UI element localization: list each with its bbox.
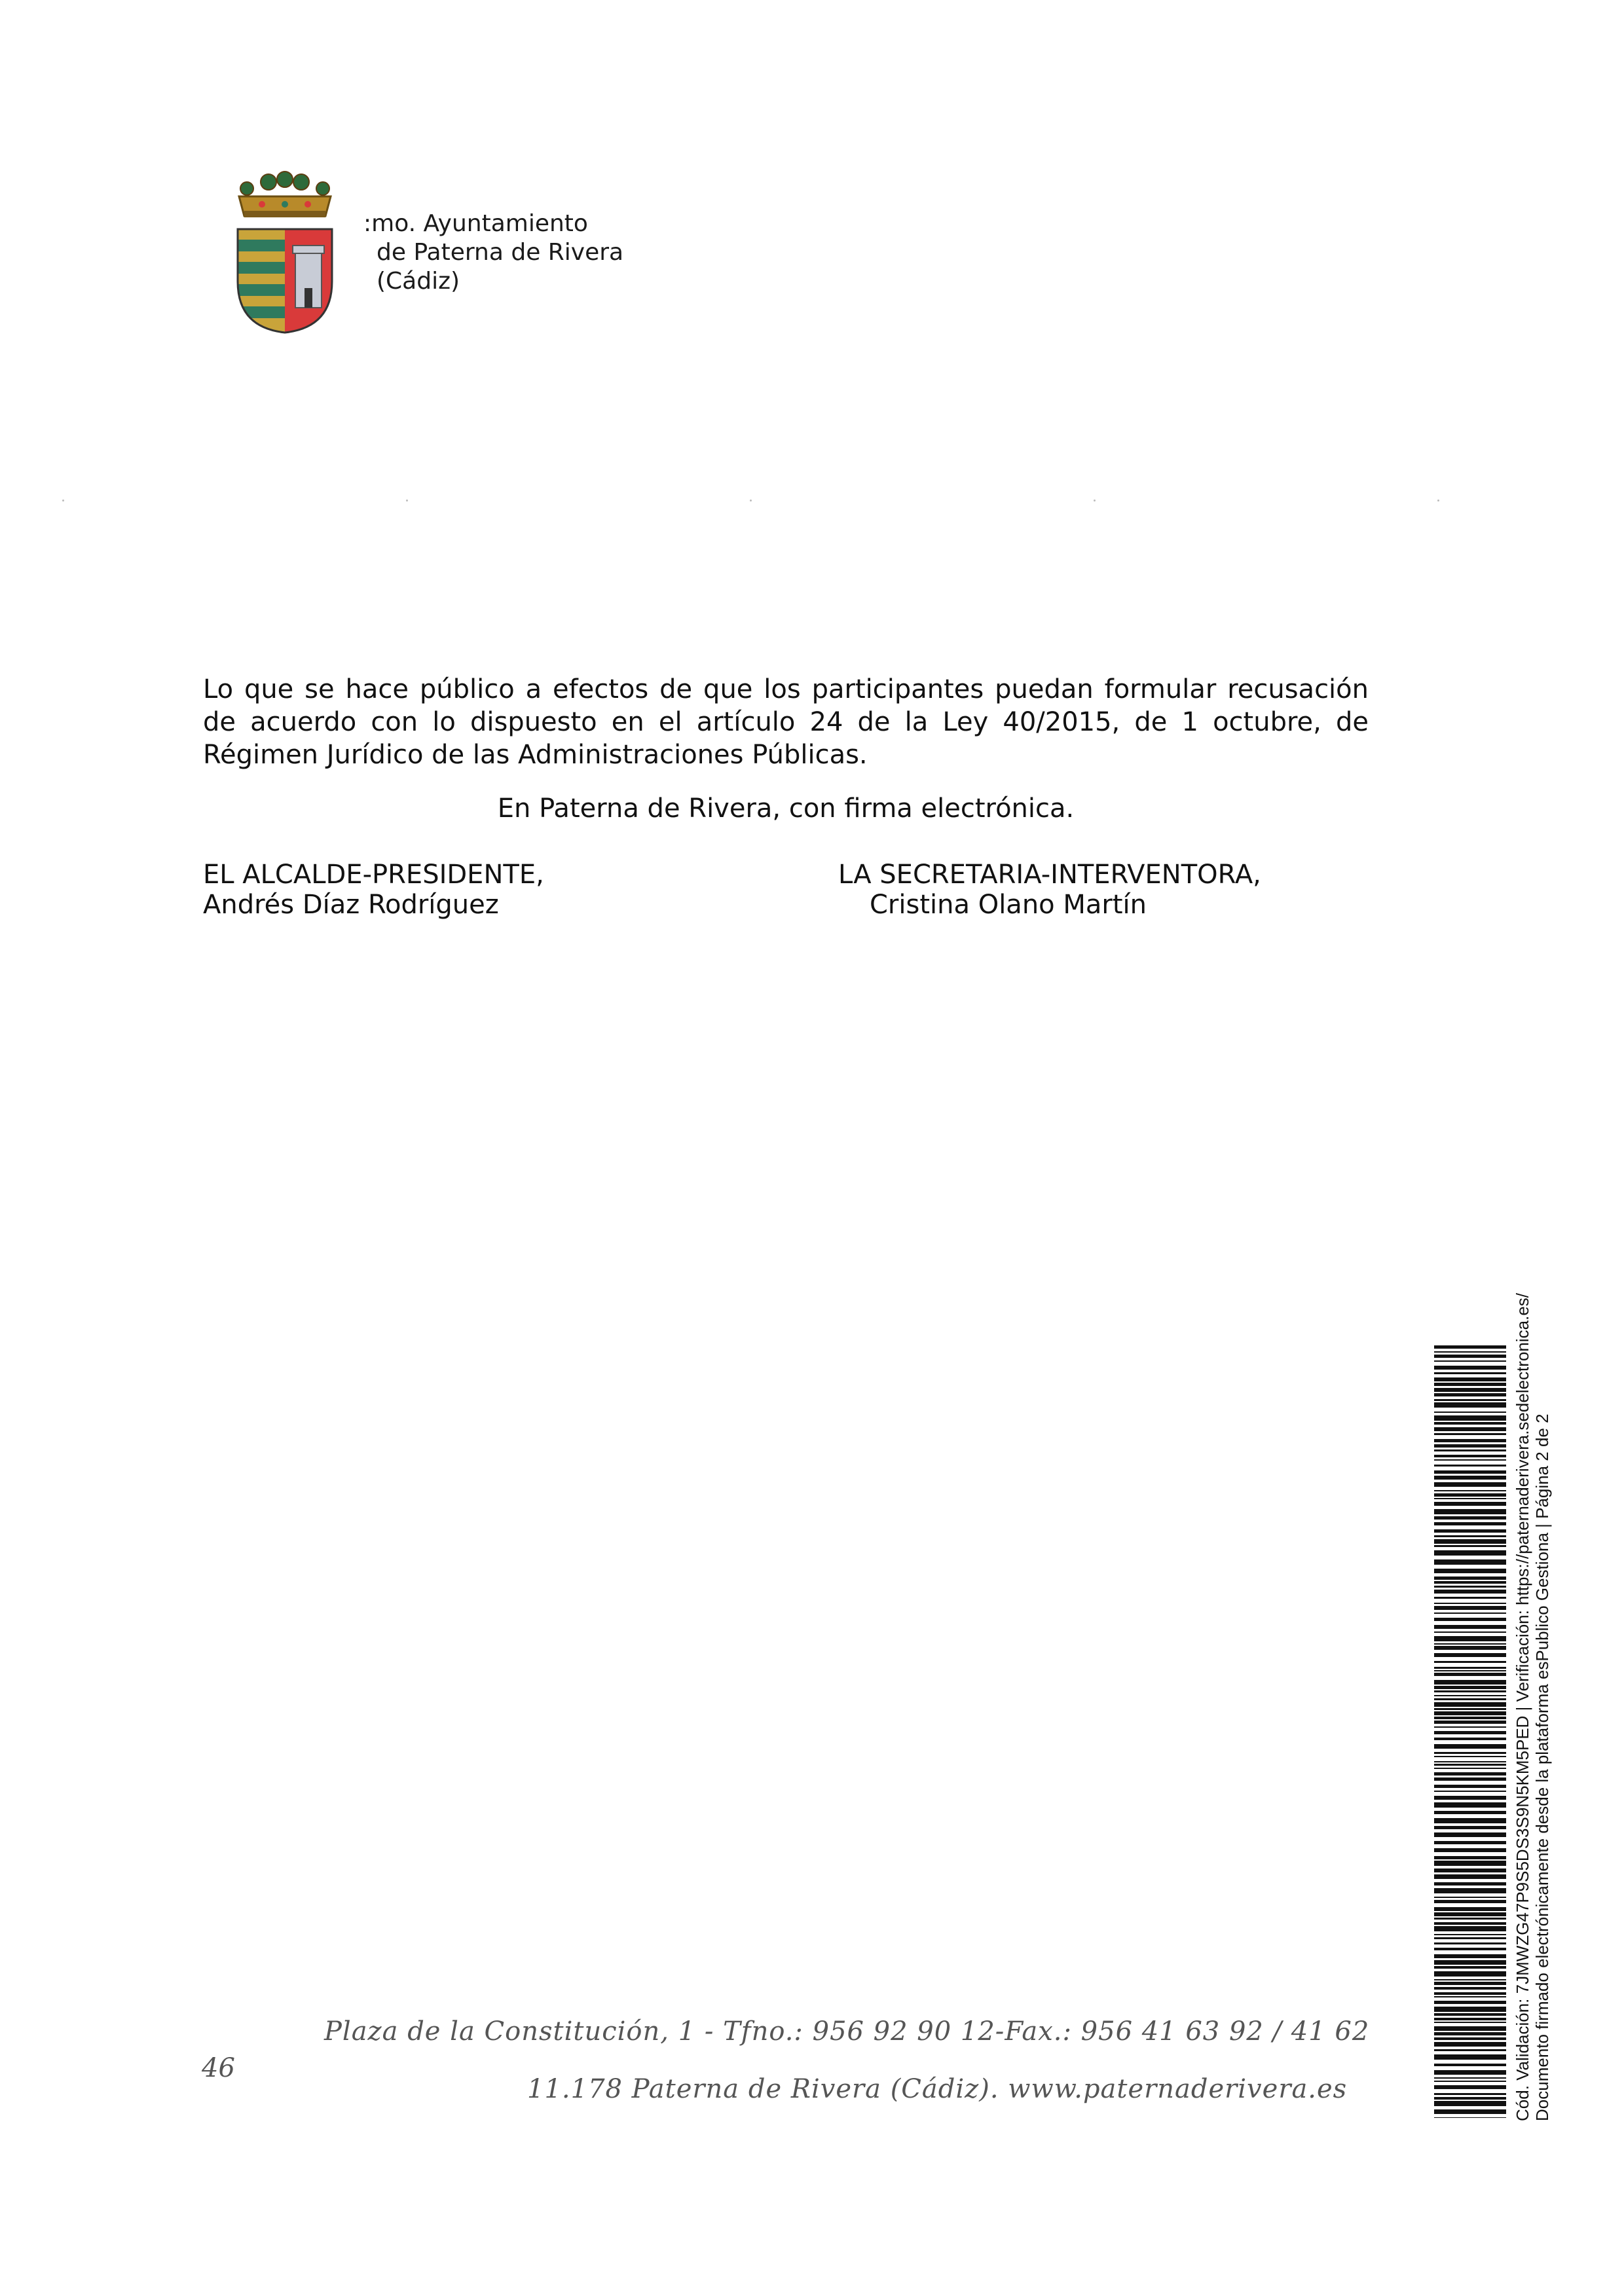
barcode-bar	[1434, 1861, 1506, 1866]
barcode-bar	[1434, 1848, 1506, 1852]
barcode-bar	[1434, 1559, 1506, 1565]
barcode-bar	[1434, 1979, 1506, 1980]
barcode-bar	[1434, 2070, 1506, 2075]
barcode-bar	[1434, 1653, 1506, 1657]
barcode-bar	[1434, 1717, 1506, 1719]
barcode-bar	[1434, 1444, 1506, 1448]
barcode-bar	[1434, 1545, 1506, 1547]
barcode-bar	[1434, 1459, 1506, 1461]
barcode-bar	[1434, 1785, 1506, 1788]
barcode-bar	[1434, 1802, 1506, 1808]
barcode-bar	[1434, 1900, 1506, 1903]
barcode-bar	[1434, 2109, 1506, 2114]
barcode-bar	[1434, 1996, 1506, 1997]
barcode-bar	[1434, 1539, 1506, 1544]
barcode-bar	[1434, 1721, 1506, 1724]
barcode-bar	[1434, 1631, 1506, 1633]
barcode-icon	[1434, 1345, 1506, 2118]
barcode-bar	[1434, 1482, 1506, 1487]
barcode-bar	[1434, 1465, 1506, 1467]
barcode-bar	[1434, 1399, 1506, 1401]
barcode-bar	[1434, 1412, 1506, 1413]
barcode-bar	[1434, 2032, 1506, 2035]
scan-dot	[1094, 500, 1096, 501]
barcode-bar	[1434, 1874, 1506, 1879]
barcode-bar	[1434, 2026, 1506, 2031]
barcode-bar	[1434, 1695, 1506, 1696]
barcode-bar	[1434, 1383, 1506, 1386]
barcode-bar	[1434, 1768, 1506, 1769]
barcode-bar	[1434, 1449, 1506, 1451]
body-paragraph: Lo que se hace público a efectos de que los participantes puedan formular recusación de acuerdo con lo dispuesto en el artículo 24 de la Ley 40/2015, de 1 octubre, de Régimen Jurídico de las Administraciones Públicas.	[203, 674, 1369, 770]
barcode-bar	[1434, 1636, 1506, 1641]
barcode-bar	[1434, 1826, 1506, 1829]
barcode-bar	[1434, 1868, 1506, 1872]
barcode-bar	[1434, 1791, 1506, 1792]
barcode-bar	[1434, 1476, 1506, 1480]
barcode-bar	[1434, 1954, 1506, 1958]
barcode-bar	[1434, 1772, 1506, 1776]
barcode-bar	[1434, 1522, 1506, 1525]
barcode-bar	[1434, 2013, 1506, 2016]
barcode-bar	[1434, 1731, 1506, 1734]
barcode-bar	[1434, 1777, 1506, 1781]
signature-right-role: LA SECRETARIA-INTERVENTORA,	[838, 860, 1261, 890]
barcode-bar	[1434, 1708, 1506, 1710]
barcode-bar	[1434, 1470, 1506, 1474]
barcode-bar	[1434, 1402, 1506, 1408]
scan-dot	[750, 500, 752, 501]
barcode-bar	[1434, 2064, 1506, 2066]
barcode-bar	[1434, 1756, 1506, 1757]
barcode-bar	[1434, 2054, 1506, 2060]
barcode-bar	[1434, 1569, 1506, 1573]
barcode-bar	[1434, 1937, 1506, 1939]
barcode-bar	[1434, 1832, 1506, 1837]
barcode-bar	[1434, 1581, 1506, 1584]
barcode-bar	[1434, 1355, 1506, 1358]
verification-line-1: Cód. Validación: 7JMWZG47P9S5DS3S9N5KM5PED | Verificación: https://paternaderivera.sedelectronica.es/	[1513, 1293, 1532, 2121]
barcode-bar	[1434, 1888, 1506, 1893]
signature-right-name: Cristina Olano Martín	[870, 890, 1147, 920]
barcode-bar	[1434, 1673, 1506, 1676]
barcode-bar	[1434, 2117, 1506, 2118]
barcode-bar	[1434, 1625, 1506, 1629]
barcode-bar	[1434, 1934, 1506, 1935]
barcode-bar	[1434, 1603, 1506, 1604]
barcode-bar	[1434, 1433, 1506, 1435]
barcode-bar	[1434, 1764, 1506, 1766]
footer-address-line-1: Plaza de la Constitución, 1 - Tfno.: 956 92 90 12-Fax.: 956 41 63 92 / 41 62	[324, 2016, 1370, 2047]
barcode-bar	[1434, 2097, 1506, 2100]
barcode-bar	[1434, 2081, 1506, 2082]
barcode-bar	[1434, 1738, 1506, 1740]
verification-line-2: Documento firmado electrónicamente desde la plataforma esPublico Gestiona | Página 2 de 2	[1532, 1413, 1552, 2121]
barcode-bar	[1434, 1761, 1506, 1762]
barcode-bar	[1434, 1948, 1506, 1950]
barcode-bar	[1434, 2042, 1506, 2047]
header-line-3: (Cádiz)	[377, 268, 460, 295]
barcode-bar	[1434, 2037, 1506, 2040]
barcode-bar	[1434, 1455, 1506, 1457]
barcode-bar	[1434, 1493, 1506, 1497]
barcode-bar	[1434, 1550, 1506, 1556]
barcode-bar	[1434, 1841, 1506, 1844]
barcode-bar	[1434, 1586, 1506, 1588]
barcode-bar	[1434, 1796, 1506, 1800]
barcode-bar	[1434, 1922, 1506, 1925]
barcode-bar	[1434, 1918, 1506, 1920]
page-number: 46	[202, 2053, 235, 2083]
barcode-bar	[1434, 1818, 1506, 1823]
barcode-bar	[1434, 2049, 1506, 2051]
barcode-bar	[1434, 1992, 1506, 1995]
barcode-bar	[1434, 1422, 1506, 1425]
barcode-bar	[1434, 1926, 1506, 1931]
barcode-bar	[1434, 1811, 1506, 1814]
scan-dot	[1437, 500, 1439, 501]
signature-left-name: Andrés Díaz Rodríguez	[203, 890, 499, 920]
barcode-bar	[1434, 1590, 1506, 1594]
barcode-bar	[1434, 1415, 1506, 1421]
barcode-bar	[1434, 1960, 1506, 1965]
barcode-bar	[1434, 1897, 1506, 1898]
barcode-bar	[1434, 2018, 1506, 2020]
barcode-bar	[1434, 1667, 1506, 1669]
barcode-bar	[1434, 1744, 1506, 1749]
barcode-bar	[1434, 1345, 1506, 1349]
barcode-bar	[1434, 2101, 1506, 2106]
barcode-bar	[1434, 1982, 1506, 1985]
barcode-bar	[1434, 1498, 1506, 1499]
barcode-bar	[1434, 1597, 1506, 1599]
barcode-bar	[1434, 1882, 1506, 1886]
coat-of-arms-icon	[232, 170, 337, 334]
barcode-bar	[1434, 1613, 1506, 1614]
barcode-bar	[1434, 1698, 1506, 1700]
barcode-bar	[1434, 1856, 1506, 1859]
barcode-bar	[1434, 1372, 1506, 1374]
crown-icon	[239, 172, 331, 217]
barcode-bar	[1434, 1680, 1506, 1685]
barcode-bar	[1434, 1393, 1506, 1396]
barcode-bar	[1434, 1377, 1506, 1381]
barcode-bar	[1434, 1907, 1506, 1911]
barcode-bar	[1434, 1502, 1506, 1506]
barcode-bar	[1434, 2007, 1506, 2012]
barcode-bar	[1434, 1606, 1506, 1610]
signature-left-role: EL ALCALDE-PRESIDENTE,	[203, 860, 544, 890]
barcode-bar	[1434, 1987, 1506, 1990]
barcode-bar	[1434, 1661, 1506, 1663]
scan-dot	[62, 500, 64, 501]
barcode-bar	[1434, 1752, 1506, 1754]
barcode-bar	[1434, 1490, 1506, 1491]
barcode-bar	[1434, 1670, 1506, 1671]
footer-address-line-2: 11.178 Paterna de Rivera (Cádiz). www.paternaderivera.es	[527, 2074, 1348, 2104]
barcode-bar	[1434, 1509, 1506, 1514]
barcode-bar	[1434, 1711, 1506, 1715]
barcode-bar	[1434, 1576, 1506, 1580]
barcode-bar	[1434, 1686, 1506, 1689]
barcode-bar	[1434, 1942, 1506, 1944]
header-line-2: de Paterna de Rivera	[377, 239, 624, 266]
barcode-bar	[1434, 1427, 1506, 1431]
verification-block	[1513, 1293, 1572, 2121]
barcode-bar	[1434, 1646, 1506, 1650]
barcode-bar	[1434, 1360, 1506, 1362]
barcode-bar	[1434, 1966, 1506, 1969]
barcode-bar	[1434, 1351, 1506, 1353]
barcode-bar	[1434, 2077, 1506, 2079]
barcode-bar	[1434, 2085, 1506, 2089]
scan-dot	[406, 500, 408, 501]
barcode-bar	[1434, 1516, 1506, 1520]
barcode-bar	[1434, 2001, 1506, 2004]
header-line-1: :mo. Ayuntamiento	[363, 210, 588, 237]
place-and-date: En Paterna de Rivera, con firma electrónica.	[497, 793, 1075, 824]
barcode-bar	[1434, 1702, 1506, 1707]
barcode-bar	[1434, 2093, 1506, 2095]
barcode-bar	[1434, 1439, 1506, 1442]
barcode-bar	[1434, 2022, 1506, 2023]
barcode-bar	[1434, 1366, 1506, 1370]
barcode-bar	[1434, 1643, 1506, 1645]
barcode-bar	[1434, 1726, 1506, 1728]
barcode-bar	[1434, 1529, 1506, 1533]
barcode-bar	[1434, 1388, 1506, 1392]
barcode-bar	[1434, 1535, 1506, 1537]
barcode-bar	[1434, 1618, 1506, 1621]
barcode-bar	[1434, 1690, 1506, 1692]
barcode-bar	[1434, 1912, 1506, 1916]
barcode-bar	[1434, 1971, 1506, 1977]
